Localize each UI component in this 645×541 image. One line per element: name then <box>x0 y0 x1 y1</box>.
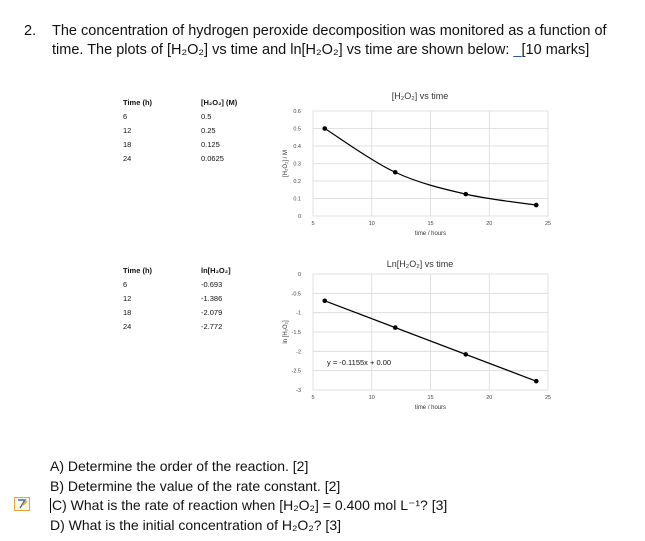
y-tick-label: 0.4 <box>293 144 301 150</box>
question-marks: [10 marks] <box>521 42 590 58</box>
data-table-ln <box>123 264 152 334</box>
trendline-equation: y = -0.1155x + 0.00 <box>327 358 392 367</box>
data-point <box>463 352 468 357</box>
table2-cell: 24 <box>123 322 132 331</box>
table2-cell: -2.079 <box>201 308 223 317</box>
part-c-text[interactable]: C) What is the rate of reaction when [H₂O₂] = 0.400 mol L⁻¹? [3] <box>52 497 448 513</box>
table2-cell: -1.386 <box>201 294 223 303</box>
x-tick-label: 25 <box>544 221 552 227</box>
part-d: D) What is the initial concentration of H₂O₂? [3] <box>50 516 341 533</box>
table2-col2-header: ln[H₂O₂] <box>201 266 231 275</box>
question-body: The concentration of hydrogen peroxide decomposition was monitored as a function of time. The plots of [H₂O₂] vs time and ln[H₂O₂] vs time are shown below: <box>52 23 607 58</box>
x-tick-label: 25 <box>544 395 552 401</box>
part-b: B) Determine the value of the rate constant. [2] <box>50 477 341 494</box>
data-table-concentration-col2 <box>201 96 237 166</box>
table1-cell: 0.125 <box>201 140 220 149</box>
data-point <box>393 170 398 175</box>
part-c <box>50 496 447 516</box>
y-tick-label: 0.1 <box>293 196 301 203</box>
table1-cell: 12 <box>123 126 132 135</box>
table1-cell: 0.5 <box>201 112 212 121</box>
table2-cell: -2.772 <box>201 322 223 331</box>
marks-blank: _ <box>513 42 522 58</box>
table2-col1-header: Time (h) <box>123 266 153 275</box>
y-tick-label: 0 <box>297 272 301 278</box>
table1-col1-header: Time (h) <box>123 98 153 107</box>
table1-col2-header: [H₂O₂] (M) <box>201 98 238 107</box>
table2-cell: 6 <box>123 280 128 289</box>
data-table-concentration <box>123 96 152 166</box>
y-tick-label: 0.3 <box>293 161 301 168</box>
data-point <box>463 192 468 197</box>
y-tick-label: -1 <box>296 310 301 317</box>
data-point <box>322 126 327 131</box>
comment-edit-icon[interactable] <box>14 497 30 511</box>
question-text <box>52 22 637 60</box>
y-tick-label: -3 <box>296 388 301 394</box>
x-tick-label: 10 <box>368 395 375 401</box>
question-number: 2. <box>24 23 37 39</box>
y-tick-label: 0.5 <box>293 126 301 133</box>
y-tick-label: -2 <box>296 349 301 356</box>
y-tick-label: 0.2 <box>293 179 301 185</box>
concentration-vs-time-chart <box>275 85 565 245</box>
question-parts <box>50 457 447 535</box>
table1-cell: 18 <box>123 140 132 149</box>
data-point <box>534 203 539 208</box>
y-tick-label: 0.6 <box>293 109 301 115</box>
ln-concentration-vs-time-chart <box>275 253 565 418</box>
x-tick-label: 20 <box>486 221 493 227</box>
table2-cell: 18 <box>123 308 132 317</box>
y-axis-title: [H₂O₂] / M <box>283 150 289 177</box>
x-tick-label: 15 <box>427 221 434 227</box>
y-axis-title: ln [H₂O₂] <box>283 320 289 344</box>
x-tick-label: 15 <box>427 395 434 401</box>
y-tick-label: -0.5 <box>291 291 301 298</box>
chart-title: Ln[H₂O₂] vs time <box>386 259 454 269</box>
chart-title: [H₂O₂] vs time <box>391 91 449 101</box>
text-cursor <box>50 498 51 513</box>
x-axis-title: time / hours <box>414 231 447 237</box>
x-axis-title: time / hours <box>414 405 447 411</box>
y-tick-label: 0 <box>297 214 301 220</box>
table2-cell: -0.693 <box>201 280 223 289</box>
x-tick-label: 10 <box>368 221 375 227</box>
table1-cell: 24 <box>123 154 132 163</box>
table2-cell: 12 <box>123 294 132 303</box>
data-point <box>393 325 398 330</box>
x-tick-label: 5 <box>311 395 315 401</box>
data-table-ln-col2 <box>201 264 231 334</box>
data-point <box>534 379 539 384</box>
y-tick-label: -2.5 <box>291 368 301 375</box>
table1-cell: 0.25 <box>201 126 216 135</box>
y-tick-label: -1.5 <box>291 330 301 336</box>
part-a: A) Determine the order of the reaction. [2] <box>50 458 309 474</box>
x-tick-label: 5 <box>311 221 315 227</box>
table1-cell: 0.0625 <box>201 154 224 163</box>
x-tick-label: 20 <box>486 395 493 401</box>
data-point <box>322 298 327 303</box>
table1-cell: 6 <box>123 112 128 121</box>
